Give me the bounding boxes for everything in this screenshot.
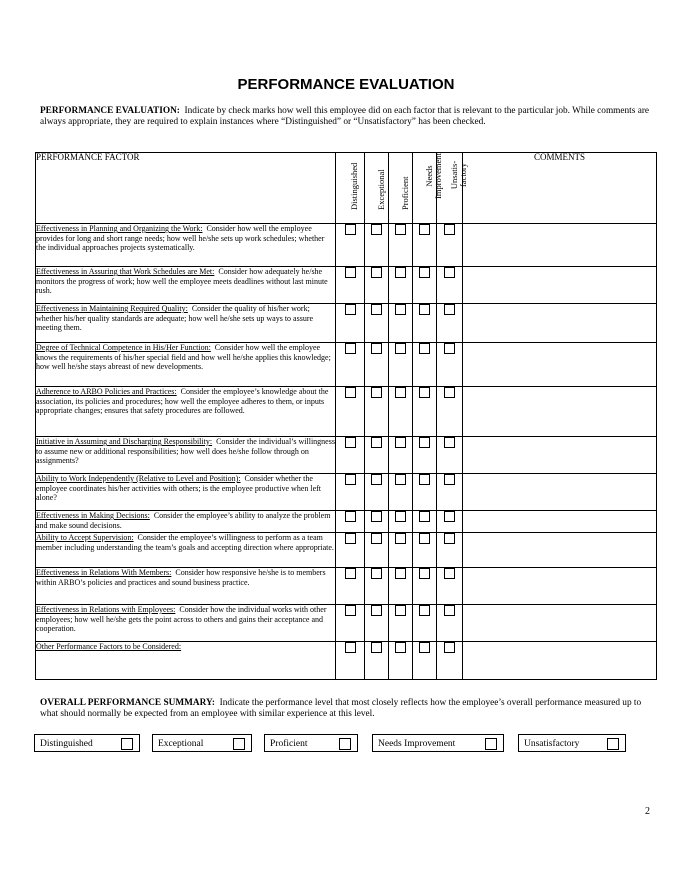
factor-name: Degree of Technical Competence in His/Her Function: <box>36 343 211 352</box>
rating-cell-proficient <box>389 224 413 267</box>
rating-cell-exceptional <box>365 474 389 511</box>
rating-checkbox[interactable] <box>371 437 382 448</box>
comments-cell[interactable] <box>463 267 657 304</box>
rating-checkbox[interactable] <box>345 267 356 278</box>
rating-cell-needs-improvement <box>413 224 437 267</box>
rating-cell-needs-improvement <box>413 642 437 680</box>
factor-cell <box>36 224 336 267</box>
factor-cell <box>36 267 336 304</box>
rating-cell-needs-improvement <box>413 474 437 511</box>
comments-cell[interactable] <box>463 605 657 642</box>
rating-checkbox[interactable] <box>444 343 455 354</box>
rating-checkbox[interactable] <box>444 224 455 235</box>
rating-checkbox[interactable] <box>371 568 382 579</box>
table-row <box>36 642 657 680</box>
table-row <box>36 605 657 642</box>
factor-name: Ability to Accept Supervision: <box>36 533 134 542</box>
rating-checkbox[interactable] <box>444 605 455 616</box>
rating-checkbox[interactable] <box>345 437 356 448</box>
factor-name: Effectiveness in Planning and Organizing the Work: <box>36 224 203 233</box>
overall-option-proficient[interactable] <box>264 734 358 752</box>
rating-checkbox[interactable] <box>345 304 356 315</box>
overall-checkbox[interactable] <box>607 738 619 750</box>
rating-cell-needs-improvement <box>413 437 437 474</box>
overall-checkbox[interactable] <box>233 738 245 750</box>
comments-cell[interactable] <box>463 224 657 267</box>
overall-checkbox[interactable] <box>485 738 497 750</box>
page-number: 2 <box>645 806 650 817</box>
factor-cell <box>36 568 336 605</box>
rating-header-needs-improvement <box>413 153 443 224</box>
factor-cell <box>36 533 336 568</box>
rating-checkbox[interactable] <box>444 568 455 579</box>
rating-cell-unsatisfactory <box>437 437 463 474</box>
rating-cell-distinguished <box>336 605 365 642</box>
rating-checkbox[interactable] <box>371 533 382 544</box>
rating-cell-unsatisfactory <box>437 224 463 267</box>
factor-description: Consider how well the employee provides for long and short range needs; how well he/she sets up work schedules; whether the individual approaches projects systematically. <box>36 224 325 253</box>
rating-checkbox[interactable] <box>419 511 430 522</box>
rating-checkbox[interactable] <box>444 533 455 544</box>
table-row <box>36 387 657 437</box>
table-row <box>36 267 657 304</box>
comments-cell[interactable] <box>463 343 657 387</box>
rating-cell-needs-improvement <box>413 605 437 642</box>
table-row <box>36 343 657 387</box>
rating-cell-needs-improvement <box>413 267 437 304</box>
rating-checkbox[interactable] <box>345 224 356 235</box>
rating-checkbox[interactable] <box>419 267 430 278</box>
rating-checkbox[interactable] <box>395 533 406 544</box>
factor-cell <box>36 474 336 511</box>
comments-cell[interactable] <box>463 533 657 568</box>
rating-cell-distinguished <box>336 437 365 474</box>
rating-cell-exceptional <box>365 511 389 533</box>
factor-name: Effectiveness in Relations with Employees: <box>36 605 176 614</box>
comments-cell[interactable] <box>463 474 657 511</box>
rating-cell-exceptional <box>365 267 389 304</box>
rating-cell-exceptional <box>365 343 389 387</box>
rating-checkbox[interactable] <box>444 437 455 448</box>
factor-name: Effectiveness in Relations With Members: <box>36 568 172 577</box>
rating-cell-distinguished <box>336 387 365 437</box>
rating-cell-needs-improvement <box>413 511 437 533</box>
rating-cell-proficient <box>389 605 413 642</box>
rating-cell-needs-improvement <box>413 343 437 387</box>
rating-header-unsatisfactory <box>437 153 468 224</box>
rating-cell-distinguished <box>336 568 365 605</box>
rating-cell-exceptional <box>365 533 389 568</box>
rating-checkbox[interactable] <box>345 474 356 485</box>
rating-checkbox[interactable] <box>371 605 382 616</box>
rating-checkbox[interactable] <box>371 267 382 278</box>
rating-cell-needs-improvement <box>413 304 437 343</box>
factor-description: Consider the quality of his/her work; whether his/her quality standards are adequate; how well he/she sets up ways to assure meeting them. <box>36 304 314 333</box>
rating-checkbox[interactable] <box>345 387 356 398</box>
rating-checkbox[interactable] <box>419 387 430 398</box>
rating-cell-distinguished <box>336 304 365 343</box>
option-label: Needs Improvement <box>378 739 456 749</box>
factor-description: Consider the employee’s knowledge about the association, its policies and procedures; how well the employee adheres to them, or inputs appropriate changes; ensures that safety procedures are followed. <box>36 387 329 416</box>
rating-cell-proficient <box>389 304 413 343</box>
rating-cell-needs-improvement <box>413 533 437 568</box>
factor-cell <box>36 343 336 387</box>
factor-cell <box>36 437 336 474</box>
rating-checkbox[interactable] <box>419 304 430 315</box>
rating-checkbox[interactable] <box>419 437 430 448</box>
overall-option-needs-improvement[interactable] <box>372 734 504 752</box>
overall-option-exceptional[interactable] <box>152 734 252 752</box>
rating-checkbox[interactable] <box>371 642 382 653</box>
rating-checkbox[interactable] <box>419 343 430 354</box>
table-row <box>36 437 657 474</box>
rating-cell-proficient <box>389 267 413 304</box>
factor-description: Consider how the individual works with other employees; how well he/she gets the point across to others and gains their acceptance and cooperation. <box>36 605 327 634</box>
rating-cell-exceptional <box>365 224 389 267</box>
rating-cell-distinguished <box>336 511 365 533</box>
factor-name: Ability to Work Independently (Relative to Level and Position): <box>36 474 241 483</box>
factor-cell <box>36 511 336 533</box>
factor-name: Adherence to ARBO Policies and Practices: <box>36 387 177 396</box>
rating-header-exceptional <box>365 153 389 224</box>
overall-option-distinguished[interactable] <box>34 734 140 752</box>
rating-checkbox[interactable] <box>395 474 406 485</box>
rating-checkbox[interactable] <box>419 642 430 653</box>
rating-checkbox[interactable] <box>345 343 356 354</box>
rating-cell-proficient <box>389 343 413 387</box>
rating-checkbox[interactable] <box>395 224 406 235</box>
rating-checkbox[interactable] <box>345 568 356 579</box>
instructions-label: PERFORMANCE EVALUATION: <box>40 106 180 116</box>
rating-header-label: Exceptional <box>375 169 386 210</box>
rating-cell-distinguished <box>336 224 365 267</box>
rating-cell-proficient <box>389 387 413 437</box>
rating-checkbox[interactable] <box>345 511 356 522</box>
factor-description: Consider the employee’s willingness to perform as a team member including understanding the team’s goals and accepting direction where appropriate. <box>36 533 334 552</box>
rating-cell-unsatisfactory <box>437 304 463 343</box>
table-row <box>36 511 657 533</box>
rating-checkbox[interactable] <box>419 605 430 616</box>
summary-text: Indicate the performance level that most closely reflects how the employee’s overall performance measured up to what should normally be expected from an employee with similar experience at this level. <box>40 698 642 719</box>
factor-cell <box>36 387 336 437</box>
rating-cell-exceptional <box>365 568 389 605</box>
rating-cell-exceptional <box>365 387 389 437</box>
comments-cell[interactable] <box>463 437 657 474</box>
factor-name: Initiative in Assuming and Discharging Responsibility: <box>36 437 213 446</box>
performance-factor-table <box>35 152 657 680</box>
rating-cell-proficient <box>389 474 413 511</box>
rating-cell-unsatisfactory <box>437 387 463 437</box>
factor-cell <box>36 304 336 343</box>
rating-cell-unsatisfactory <box>437 343 463 387</box>
overall-checkbox[interactable] <box>121 738 133 750</box>
factor-name: Other Performance Factors to be Considered: <box>36 642 182 651</box>
overall-checkbox[interactable] <box>339 738 351 750</box>
rating-checkbox[interactable] <box>395 437 406 448</box>
rating-cell-distinguished <box>336 267 365 304</box>
instructions-text: Indicate by check marks how well this employee did on each factor that is relevant to the particular job. While comments are always appropriate, they are required to explain instances where “Distinguished” or “Unsatisfactory” has been checked. <box>40 106 650 127</box>
option-label: Unsatisfactory <box>524 739 580 749</box>
rating-header-label: Distinguished <box>349 162 359 210</box>
rating-cell-unsatisfactory <box>437 474 463 511</box>
comments-cell[interactable] <box>463 511 657 533</box>
factor-cell <box>36 605 336 642</box>
table-header-row <box>36 153 657 224</box>
option-label: Exceptional <box>158 739 204 749</box>
overall-option-unsatisfactory[interactable] <box>518 734 626 752</box>
rating-checkbox[interactable] <box>395 568 406 579</box>
table-row <box>36 533 657 568</box>
summary-label: OVERALL PERFORMANCE SUMMARY: <box>40 698 215 708</box>
factor-description: Consider the individual’s willingness to assume new or additional responsibilities; how well does he/she follow through on assignments? <box>36 437 335 466</box>
rating-cell-proficient <box>389 642 413 680</box>
factor-name: Effectiveness in Maintaining Required Quality: <box>36 304 188 313</box>
factor-column-header: PERFORMANCE FACTOR <box>36 153 336 224</box>
rating-cell-proficient <box>389 437 413 474</box>
rating-cell-unsatisfactory <box>437 267 463 304</box>
rating-checkbox[interactable] <box>371 304 382 315</box>
rating-cell-exceptional <box>365 437 389 474</box>
rating-checkbox[interactable] <box>371 387 382 398</box>
rating-cell-distinguished <box>336 343 365 387</box>
rating-header-label: Needs Improvement <box>423 153 443 199</box>
table-row <box>36 224 657 267</box>
rating-checkbox[interactable] <box>371 474 382 485</box>
comments-cell[interactable] <box>463 304 657 343</box>
rating-checkbox[interactable] <box>395 605 406 616</box>
rating-cell-unsatisfactory <box>437 511 463 533</box>
rating-checkbox[interactable] <box>395 343 406 354</box>
rating-checkbox[interactable] <box>444 267 455 278</box>
table-row <box>36 474 657 511</box>
rating-cell-distinguished <box>336 474 365 511</box>
rating-cell-distinguished <box>336 533 365 568</box>
rating-header-proficient <box>389 153 413 224</box>
rating-checkbox[interactable] <box>371 511 382 522</box>
rating-cell-unsatisfactory <box>437 533 463 568</box>
page-title: PERFORMANCE EVALUATION <box>237 76 455 93</box>
rating-checkbox[interactable] <box>444 642 455 653</box>
factor-name: Effectiveness in Making Decisions: <box>36 511 150 520</box>
rating-checkbox[interactable] <box>419 474 430 485</box>
rating-header-label: Unsatis-factory <box>448 160 468 190</box>
rating-checkbox[interactable] <box>371 224 382 235</box>
rating-checkbox[interactable] <box>395 642 406 653</box>
rating-checkbox[interactable] <box>395 267 406 278</box>
rating-checkbox[interactable] <box>444 511 455 522</box>
rating-checkbox[interactable] <box>345 533 356 544</box>
rating-cell-exceptional <box>365 605 389 642</box>
instructions <box>40 106 660 128</box>
factor-name: Effectiveness in Assuring that Work Schedules are Met: <box>36 267 215 276</box>
rating-checkbox[interactable] <box>419 224 430 235</box>
comments-cell[interactable] <box>463 387 657 437</box>
rating-checkbox[interactable] <box>444 474 455 485</box>
factor-description: Consider whether the employee coordinates his/her activities with others; is the employee productive when left alone? <box>36 474 322 503</box>
comments-cell[interactable] <box>463 568 657 605</box>
rating-checkbox[interactable] <box>444 387 455 398</box>
rating-cell-exceptional <box>365 304 389 343</box>
rating-checkbox[interactable] <box>345 642 356 653</box>
table-row <box>36 568 657 605</box>
factor-cell <box>36 642 336 680</box>
rating-header-label: Proficient <box>399 176 410 210</box>
comments-cell[interactable] <box>463 642 657 680</box>
rating-checkbox[interactable] <box>419 533 430 544</box>
factor-description: Consider how responsive he/she is to members within ARBO’s policies and practices and sound business practice. <box>36 568 326 587</box>
rating-checkbox[interactable] <box>395 511 406 522</box>
rating-cell-needs-improvement <box>413 387 437 437</box>
rating-checkbox[interactable] <box>395 387 406 398</box>
factor-description: Consider the employee’s ability to analyze the problem and make sound decisions. <box>36 511 331 530</box>
rating-cell-unsatisfactory <box>437 642 463 680</box>
option-label: Distinguished <box>40 739 93 749</box>
factor-description: Consider how well the employee knows the requirements of his/her special field and how well he/she applies this knowledge; how well he/she stays abreast of new developments. <box>36 343 331 372</box>
rating-checkbox[interactable] <box>419 568 430 579</box>
table-row <box>36 304 657 343</box>
factor-description: Consider how adequately he/she monitors the progress of work; how well the employee meets deadlines without last minute rush. <box>36 267 328 296</box>
rating-cell-unsatisfactory <box>437 568 463 605</box>
option-label: Proficient <box>270 739 308 749</box>
rating-cell-proficient <box>389 511 413 533</box>
rating-checkbox[interactable] <box>371 343 382 354</box>
rating-checkbox[interactable] <box>345 605 356 616</box>
rating-cell-distinguished <box>336 642 365 680</box>
rating-cell-unsatisfactory <box>437 605 463 642</box>
rating-checkbox[interactable] <box>444 304 455 315</box>
rating-cell-proficient <box>389 533 413 568</box>
comments-column-header: COMMENTS <box>463 153 657 224</box>
overall-summary <box>40 698 660 720</box>
rating-checkbox[interactable] <box>395 304 406 315</box>
rating-cell-exceptional <box>365 642 389 680</box>
rating-header-distinguished <box>336 153 365 224</box>
rating-cell-proficient <box>389 568 413 605</box>
rating-cell-needs-improvement <box>413 568 437 605</box>
